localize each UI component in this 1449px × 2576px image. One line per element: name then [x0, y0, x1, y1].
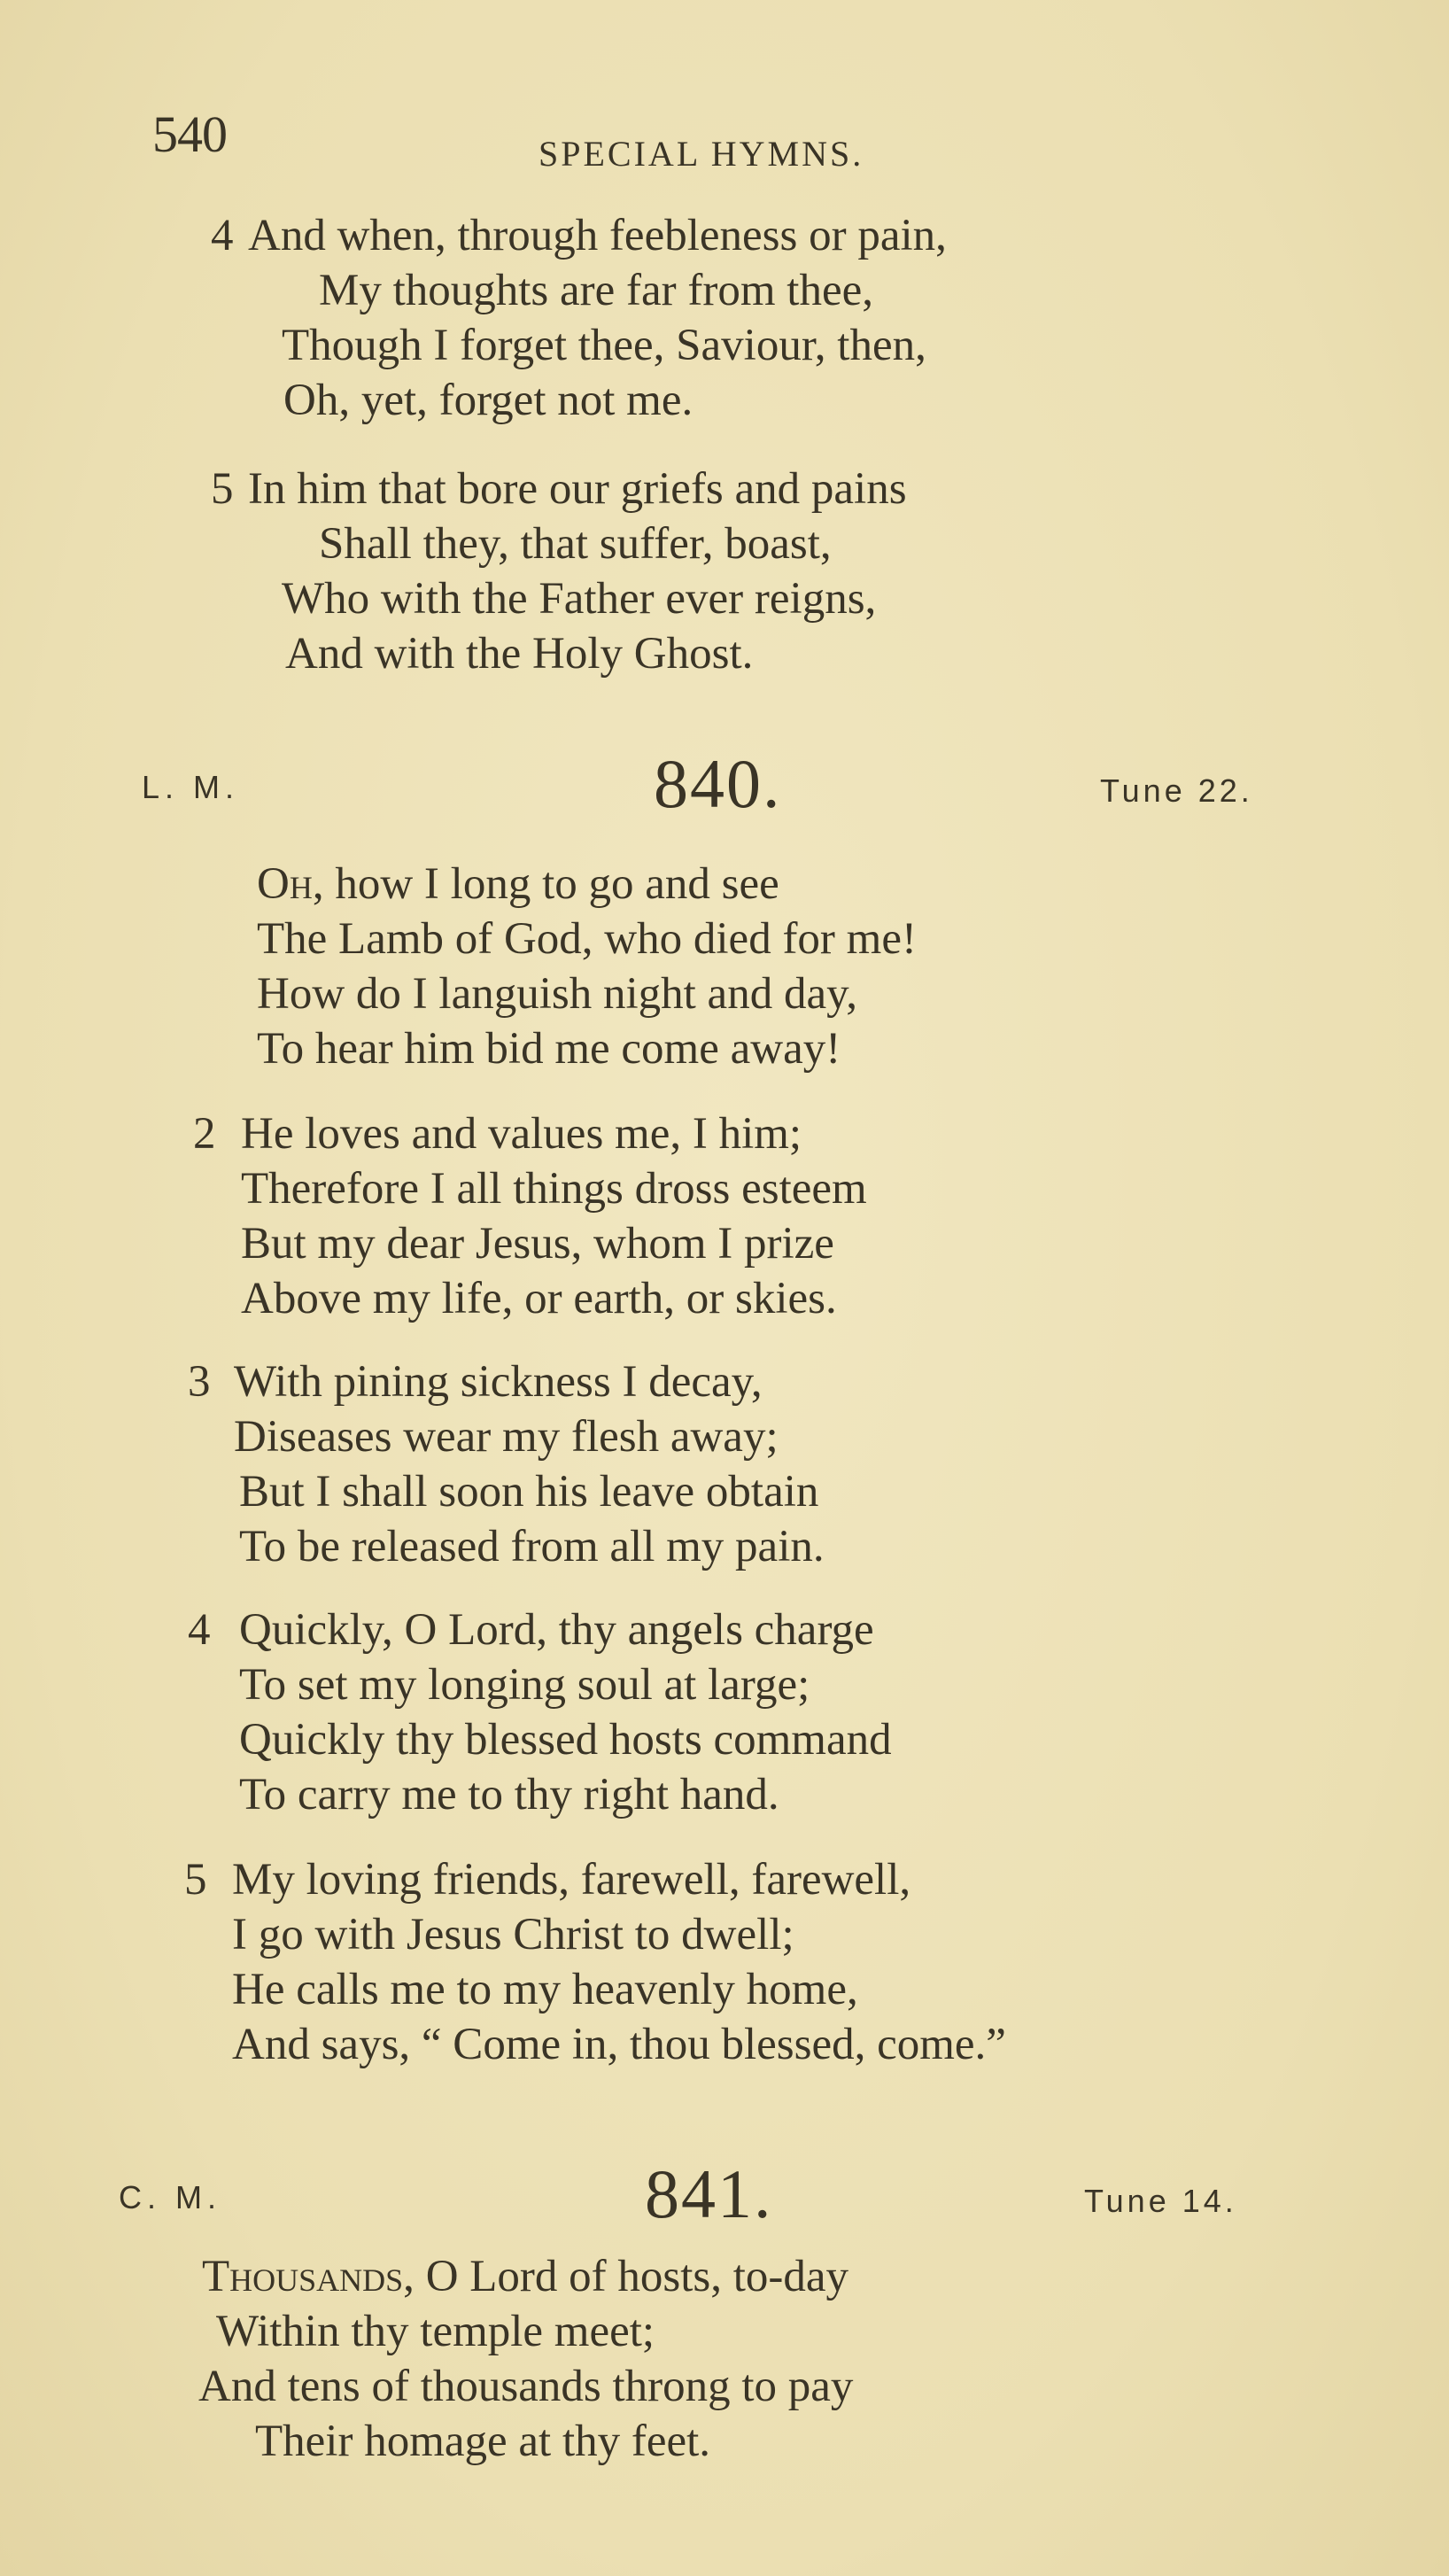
verse-line: With pining sickness I decay,: [234, 1357, 763, 1407]
verse-line: In him that bore our griefs and pains: [248, 464, 907, 514]
verse-line: Quickly thy blessed hosts command: [239, 1715, 892, 1765]
verse-line: Their homage at thy feet.: [255, 2417, 711, 2466]
verse-line: Shall they, that suffer, boast,: [319, 519, 832, 569]
stanza-number: 5: [211, 464, 234, 514]
verse-line: Within thy temple meet;: [216, 2307, 655, 2356]
verse-line: Oh, yet, forget not me.: [283, 376, 694, 425]
verse-line: He loves and values me, I him;: [241, 1109, 802, 1159]
verse-line: My loving friends, farewell, farewell,: [232, 1855, 911, 1905]
verse-line: To hear him bid me come away!: [257, 1024, 841, 1074]
verse-line: The Lamb of God, who died for me!: [257, 914, 917, 964]
first-line-rest: O Lord of hosts, to-day: [414, 2252, 849, 2301]
verse-line-first: [202, 2250, 848, 2303]
verse-line: To set my longing soul at large;: [239, 1660, 810, 1710]
verse-line: Therefore I all things dross esteem: [241, 1164, 867, 1214]
first-word: Thousands,: [202, 2252, 415, 2301]
stanza-number: 4: [188, 1605, 211, 1655]
verse-line-first: [257, 857, 779, 911]
stanza-number: 3: [188, 1357, 211, 1407]
meter-label: C. M.: [119, 2179, 221, 2215]
page-number: 540: [152, 105, 227, 163]
running-title: SPECIAL HYMNS.: [539, 134, 864, 174]
hymn-number: 841.: [645, 2155, 773, 2232]
verse-line: To be released from all my pain.: [239, 1522, 825, 1571]
verse-line: Quickly, O Lord, thy angels charge: [239, 1605, 874, 1655]
verse-line: My thoughts are far from thee,: [319, 266, 873, 315]
verse-line: But my dear Jesus, whom I prize: [241, 1219, 834, 1269]
verse-line: And says, “ Come in, thou blessed, come.”: [232, 2020, 1006, 2069]
first-line-rest: how I long to go and see: [323, 859, 779, 909]
verse-line: And tens of thousands throng to pay: [198, 2362, 854, 2411]
hymn-841-heading: [0, 2154, 1449, 2232]
verse-line: And with the Holy Ghost.: [285, 629, 754, 679]
page-header: [0, 105, 1449, 174]
first-word: Oh,: [257, 859, 324, 909]
meter-label: L. M.: [142, 769, 240, 805]
verse-line: To carry me to thy right hand.: [239, 1770, 779, 1819]
hymn-840-heading: [0, 744, 1449, 822]
verse-line: Above my life, or earth, or skies.: [241, 1274, 837, 1323]
verse-line: But I shall soon his leave obtain: [239, 1467, 819, 1517]
verse-line: He calls me to my heavenly home,: [232, 1965, 858, 2014]
tune-label: Tune 14.: [1084, 2183, 1237, 2219]
verse-line: Though I forget thee, Saviour, then,: [282, 321, 926, 370]
hymn-number: 840.: [654, 745, 782, 822]
stanza-number: 5: [184, 1855, 207, 1905]
tune-label: Tune 22.: [1100, 772, 1253, 809]
verse-line: I go with Jesus Christ to dwell;: [232, 1910, 794, 1959]
stanza-number: 4: [211, 211, 234, 260]
verse-line: And when, through feebleness or pain,: [248, 211, 947, 260]
verse-line: Diseases wear my flesh away;: [234, 1412, 779, 1462]
stanza-number: 2: [193, 1109, 216, 1159]
verse-line: How do I languish night and day,: [257, 969, 858, 1019]
verse-line: Who with the Father ever reigns,: [282, 574, 877, 624]
